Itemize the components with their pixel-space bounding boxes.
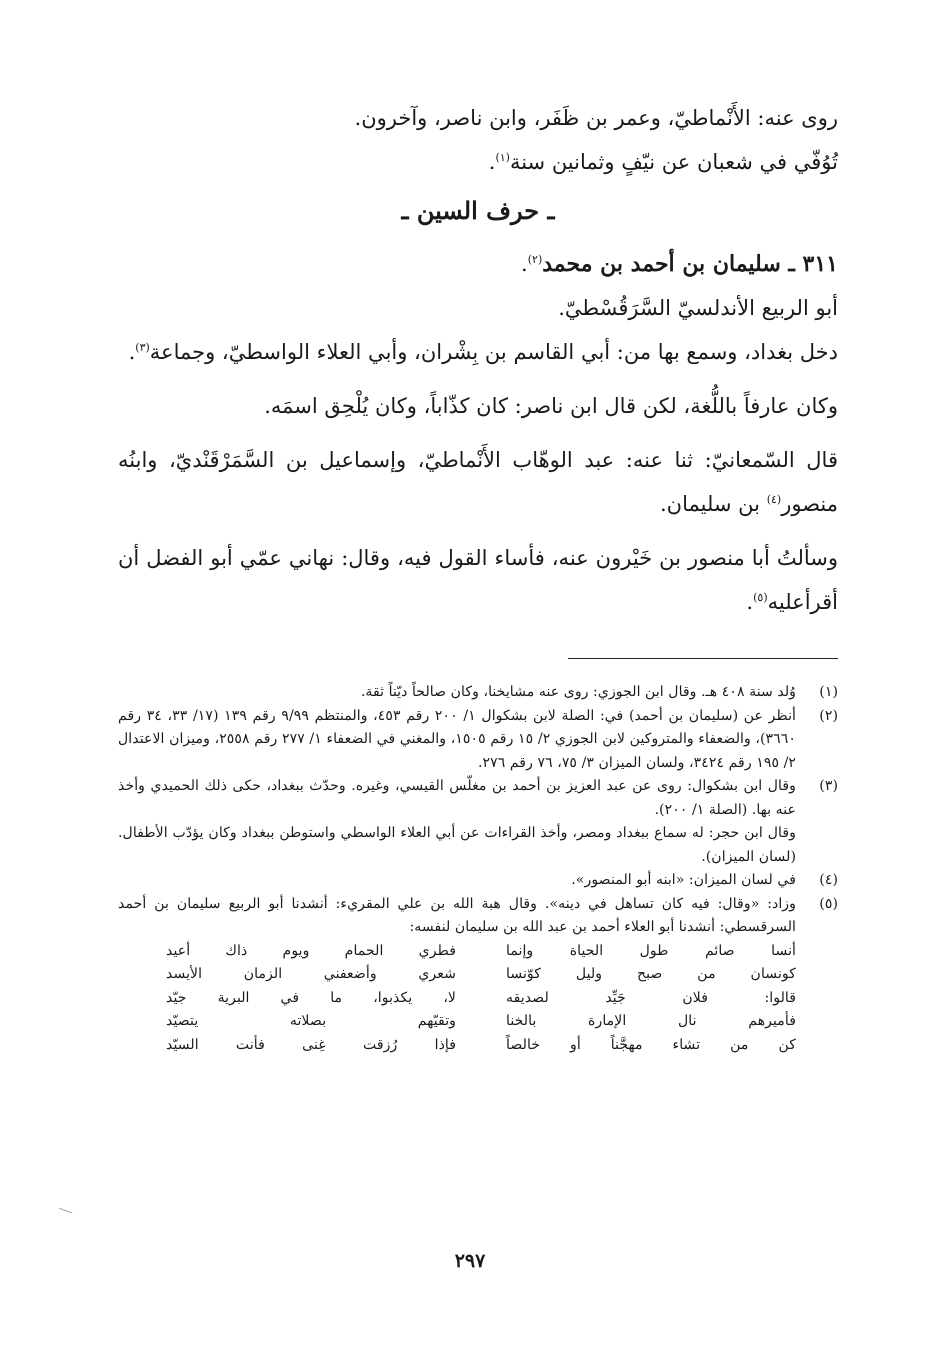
poem-verse: [118, 1010, 796, 1034]
footnote-divider: [568, 658, 838, 659]
verse-first-half: كن من تشاء مهجَّناً أو خالصاً: [506, 1036, 796, 1053]
footnote-text: أنظر عن (سليمان بن أحمد) في: الصلة لابن بشكوال ١/ ٢٠٠ رقم ٤٥٣، والمنتظم ٩/٩٩ رقم ١٣٩ (١٧/ ٣٣، ٣٤ رقم ٣٦٦٠)، والضعفاء والمتروكين لابن الجوزي ٢/ ١٥ رقم ١٥٠٥، والمغني في الضعفاء ١/ ٢٧٧ رقم ٢٥٥٨، وميزان الاعتدال ٢/ ١٩٥ رقم ٣٤٢٤، ولسان الميزان ٣/ ٧٥، ٧٦ رقم ٢٧٦.: [118, 707, 797, 771]
paragraph-narrators: روى عنه: الأَنْماطيّ، وعمر بن ظَفَر، وابن ناصر، وآخرون.: [354, 106, 838, 130]
poem-verse: [118, 1034, 796, 1058]
footnote-text: وزاد: «وقال: فيه كان تساهل في دينه». وقال هبة الله بن علي المقريء: أنشدنا أبو الربيع سليمان بن أحمد السرقسطي: أنشدنا أبو العلاء أحمد بن عبد الله بن سليمان لنفسه:: [118, 895, 797, 935]
paragraph-samani: قال السّمعانيّ: ثنا عنه: عبد الوهّاب الأَنْماطيّ، وإسماعيل بن السَّمَرْقَنْديّ، وابنُه منصور$^{(٤)}$ بن سليمان.: [118, 448, 838, 516]
footnote-number: (١): [819, 684, 838, 700]
document-page: [118, 96, 838, 1057]
poem-verse: [118, 940, 796, 964]
scan-mark: [58, 1208, 73, 1217]
verse-second-half: فطري الحمام ويوم ذاك أعيد: [166, 942, 456, 959]
footnote-number: (٢): [819, 707, 838, 724]
footnote-ref-5[interactable]: (٥): [753, 591, 768, 604]
footnote-number: (٤): [819, 872, 838, 888]
footnote-ref-4[interactable]: (٤): [766, 493, 782, 506]
paragraph-baghdad: دخل بغداد، وسمع بها من: أبي القاسم بن بِشْران، وأبي العلاء الواسطيّ، وجماعة$^{(٣)}$.: [128, 340, 838, 364]
poem: [118, 940, 796, 1058]
footnote-text: وقال ابن بشكوال: روى عن عبد العزيز بن أحمد بن مغلّس القيسي، وغيره. وحدّث ببغداد، حكى ذلك الحميدي وأخذ عنه بها. (الصلة ١/ ٢٠٠).: [118, 778, 796, 818]
footnote-3: [118, 775, 838, 869]
footnote-1: [118, 681, 838, 705]
footnotes: [118, 681, 838, 1057]
paragraph-death: تُوُفّي في شعبان عن نيّفٍ وثمانين سنة$^{(١)}$.: [488, 150, 838, 174]
footnote-ref-2[interactable]: (٢): [527, 253, 543, 266]
footnote-4: [118, 869, 838, 893]
verse-second-half: شعري وأضعفني الزمان الأيسد: [166, 966, 456, 982]
section-heading: ـ حرف السين ـ: [401, 196, 555, 225]
paragraph-language: وكان عارفاً باللُّغة، لكن قال ابن ناصر: كان كذّاباً، وكان يُلْحِق اسمَه.: [264, 394, 838, 418]
footnote-ref-3[interactable]: (٣): [135, 341, 150, 354]
paragraph-khayrun: وسألتُ أبا منصور بن خَيْرون عنه، فأساء القول فيه، وقال: نهاني عمّي أبو الفضل أن أقرأعليه$^{(٥)}$.: [118, 546, 838, 614]
footnote-ref-1[interactable]: (١): [495, 151, 510, 164]
footnote-number: (٥): [819, 895, 838, 912]
verse-second-half: فإذا رُزقت غِنى فأنت السيّد: [166, 1036, 456, 1053]
footnote-number: (٣): [819, 778, 838, 794]
verse-second-half: وتقيّهم بصلاته يتصيّد: [166, 1013, 456, 1029]
footnote-2: [118, 705, 838, 776]
verse-first-half: كونسان من صبح وليل كوّنسا: [506, 966, 796, 982]
footnote-text: وُلد سنة ٤٠٨ هـ. وقال ابن الجوزي: روى عنه مشايخنا، وكان صالحاً ديّناً ثقة.: [360, 684, 796, 700]
entry-title: ٣١١ ـ سليمان بن أحمد بن محمد$^{(٢)}$.: [521, 251, 838, 277]
paragraph-kunya: أبو الربيع الأندلسيّ السَّرَقُسْطيّ.: [558, 296, 838, 320]
verse-first-half: أنسا صائم طول الحياة وإنما: [506, 942, 796, 959]
poem-verse: [118, 987, 796, 1011]
page-number: ٢٩٧: [454, 1250, 486, 1272]
footnote-5: [118, 893, 838, 1058]
poem-verse: [118, 963, 796, 987]
verse-first-half: قالوا: فلان جَيِّد لصديقه: [506, 989, 796, 1006]
footnote-text: في لسان الميزان: «ابنه أبو المنصور».: [571, 872, 796, 888]
verse-second-half: لا، يكذبوا، ما في البرية جيّد: [166, 989, 456, 1006]
verse-first-half: فأميرهم نال الإمارة بالخنا: [506, 1013, 796, 1029]
main-text: [118, 96, 838, 624]
footnote-text: وقال ابن حجر: له سماع ببغداد ومصر، وأخذ القراءات عن أبي العلاء الواسطي واستوطن ببغداد وكان يؤدّب الأطفال. (لسان الميزان).: [118, 825, 796, 865]
